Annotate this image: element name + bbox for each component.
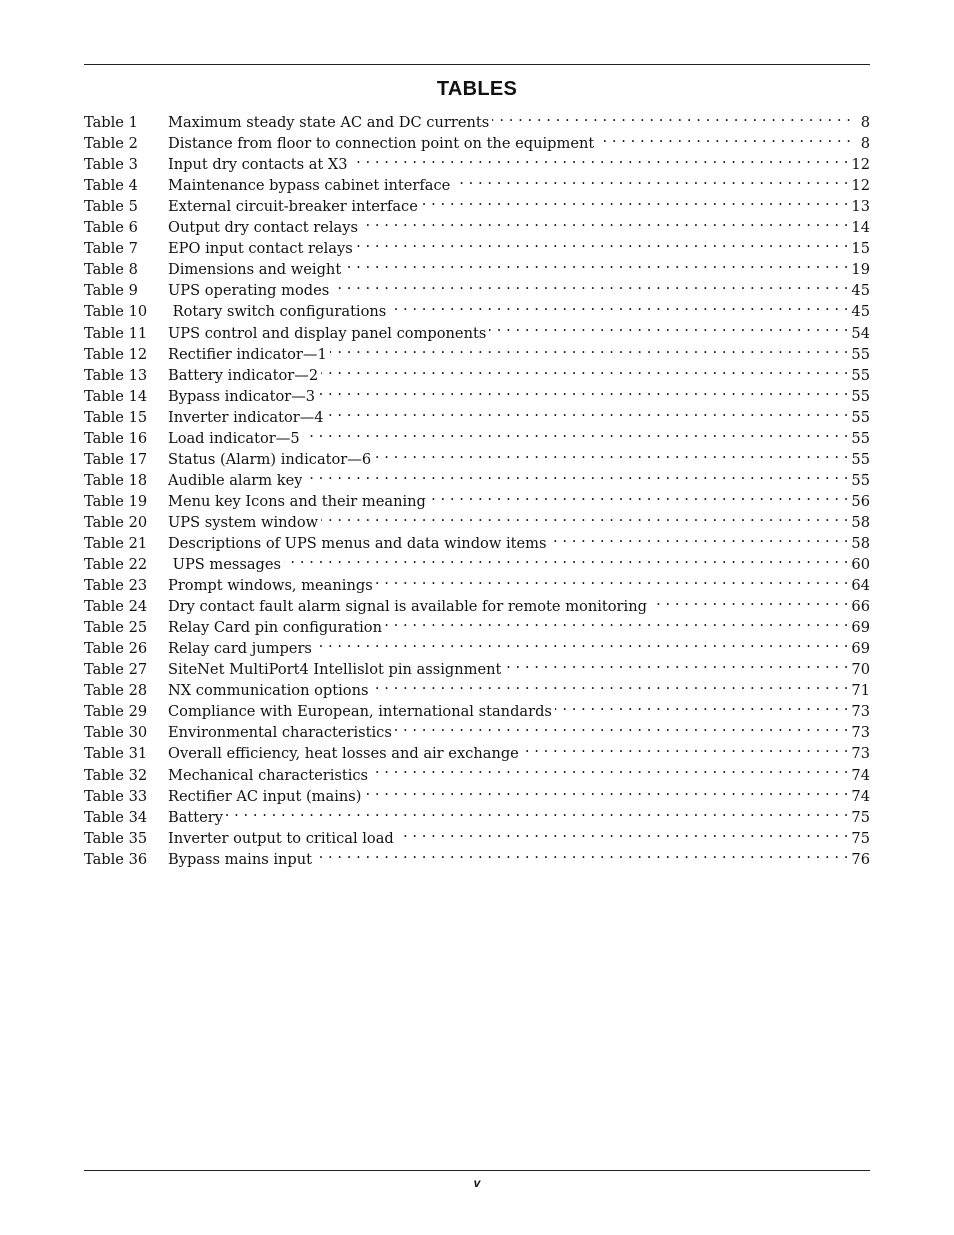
toc-entry-page[interactable]: 55: [851, 387, 870, 405]
toc-dot-leader: [351, 148, 849, 169]
toc-dot-leader: [303, 422, 849, 443]
toc-entry-title[interactable]: Output dry contact relays: [168, 219, 358, 237]
toc-dot-leader: [389, 295, 848, 316]
toc-entry-title[interactable]: UPS system window: [168, 513, 319, 531]
toc-entry-title[interactable]: Dry contact fault alarm signal is available for remote monitoring: [168, 598, 647, 616]
toc-entry-title[interactable]: UPS operating modes: [168, 282, 330, 300]
toc-entry-title[interactable]: UPS messages: [168, 556, 282, 574]
footer-rule: [84, 1170, 870, 1171]
toc-entry-page[interactable]: 19: [851, 261, 870, 279]
toc-entry-title[interactable]: Distance from floor to connection point on the equipment: [168, 135, 595, 153]
toc-entry-title[interactable]: Rotary switch configurations: [168, 303, 387, 321]
toc-entry-title[interactable]: Load indicator—5: [168, 429, 300, 447]
toc-entry-title[interactable]: NX communication options: [168, 682, 369, 700]
toc-entry-number: Table 6: [84, 219, 138, 237]
toc-entry-number: Table 11: [84, 324, 148, 342]
toc-entry-number: Table 32: [84, 766, 148, 784]
toc-entry-title[interactable]: Dimensions and weight: [168, 261, 342, 279]
toc-dot-leader: [549, 527, 848, 548]
toc-entry-number: Table 15: [84, 408, 148, 426]
toc-dot-leader: [374, 443, 848, 464]
toc-entry-page[interactable]: 12: [851, 156, 870, 174]
toc-entry-page[interactable]: 55: [851, 345, 870, 363]
toc-entry-title[interactable]: Mechanical characteristics: [168, 766, 369, 784]
toc-entry-number: Table 24: [84, 598, 148, 616]
toc-entry-title[interactable]: Relay card jumpers: [168, 640, 312, 658]
toc-entry-page[interactable]: 58: [851, 513, 870, 531]
toc-entry-page[interactable]: 55: [851, 429, 870, 447]
toc-entry-number: Table 3: [84, 156, 138, 174]
toc-dot-leader: [284, 548, 848, 569]
toc-entry-number: Table 4: [84, 177, 138, 195]
toc-dot-leader: [226, 801, 848, 822]
toc-entry-number: Table 26: [84, 640, 148, 658]
toc-entry-title[interactable]: Prompt windows, meanings: [168, 577, 373, 595]
toc-entry-page[interactable]: 8: [860, 114, 870, 132]
toc-entry-page[interactable]: 8: [860, 135, 870, 153]
toc-entry-page[interactable]: 73: [851, 724, 870, 742]
toc-entry-title[interactable]: Maximum steady state AC and DC currents: [168, 114, 490, 132]
toc-entry-page[interactable]: 45: [851, 282, 870, 300]
toc-entry-number: Table 12: [84, 345, 148, 363]
toc-entry-title[interactable]: Input dry contacts at X3: [168, 156, 348, 174]
toc-entry-page[interactable]: 55: [851, 450, 870, 468]
toc-dot-leader: [330, 338, 849, 359]
toc-dot-leader: [327, 401, 849, 422]
toc-entry-page[interactable]: 70: [851, 661, 870, 679]
toc-dot-leader: [597, 127, 851, 148]
toc-entry-number: Table 33: [84, 787, 148, 805]
toc-entry-number: Table 25: [84, 619, 148, 637]
toc-entry-page[interactable]: 14: [851, 219, 870, 237]
page-title: TABLES: [436, 78, 518, 100]
toc-entry-number: Table 29: [84, 703, 148, 721]
toc-entry-page[interactable]: 73: [851, 703, 870, 721]
toc-entry-number: Table 8: [84, 261, 138, 279]
toc-entry-title[interactable]: UPS control and display panel components: [168, 324, 487, 342]
toc-entry-title[interactable]: Status (Alarm) indicator—6: [168, 450, 372, 468]
toc-dot-leader: [385, 611, 848, 632]
toc-dot-leader: [332, 274, 848, 295]
toc-entry-number: Table 30: [84, 724, 148, 742]
toc-entry-page[interactable]: 75: [851, 829, 870, 847]
toc-entry-number: Table 7: [84, 240, 138, 258]
toc-entry-title[interactable]: Overall efficiency, heat losses and air exchange: [168, 745, 519, 763]
toc-dot-leader: [492, 106, 851, 127]
toc-entry-title[interactable]: Battery indicator—2: [168, 366, 319, 384]
toc-entry-title[interactable]: Compliance with European, international standards: [168, 703, 552, 721]
toc-entry-page[interactable]: 74: [851, 787, 870, 805]
toc-dot-leader: [361, 211, 848, 232]
toc-dot-leader: [305, 464, 848, 485]
toc-dot-leader: [315, 632, 849, 653]
toc-entry-page[interactable]: 73: [851, 745, 870, 763]
toc-entry-number: Table 36: [84, 850, 148, 868]
toc-dot-leader: [429, 485, 849, 506]
toc-entry-page[interactable]: 74: [851, 766, 870, 784]
toc-entry-number: Table 22: [84, 556, 148, 574]
toc-dot-leader: [356, 232, 849, 253]
toc-entry-title[interactable]: Rectifier AC input (mains): [168, 787, 362, 805]
toc-dot-leader: [397, 822, 849, 843]
toc-entry-title[interactable]: Descriptions of UPS menus and data window items: [168, 534, 547, 552]
toc-entry-title[interactable]: External circuit-breaker interface: [168, 198, 418, 216]
toc-entry-number: Table 21: [84, 534, 148, 552]
toc-entry-number: Table 5: [84, 198, 138, 216]
toc-entry-page[interactable]: 64: [851, 577, 870, 595]
toc-entry-page[interactable]: 69: [851, 619, 870, 637]
toc-entry-title[interactable]: Audible alarm key: [168, 471, 303, 489]
toc-entry-page[interactable]: 45: [851, 303, 870, 321]
toc-entry-title[interactable]: Relay Card pin configuration: [168, 619, 382, 637]
toc-entry-page[interactable]: 55: [851, 366, 870, 384]
toc-entry-number: Table 18: [84, 471, 148, 489]
toc-dot-leader: [344, 253, 848, 274]
toc-entry[interactable]: [84, 106, 870, 132]
toc-dot-leader: [371, 674, 848, 695]
toc-entry-title[interactable]: Bypass indicator—3: [168, 387, 316, 405]
toc-entry-page[interactable]: 75: [851, 808, 870, 826]
toc-dot-leader: [318, 380, 848, 401]
toc-entry-page[interactable]: 15: [851, 240, 870, 258]
toc-entry-page[interactable]: 54: [851, 324, 870, 342]
toc-entry-title[interactable]: Menu key Icons and their meaning: [168, 492, 426, 510]
toc-entry-number: Table 23: [84, 577, 148, 595]
toc-entry-number: Table 16: [84, 429, 148, 447]
toc-dot-leader: [364, 780, 848, 801]
toc-dot-leader: [321, 359, 848, 380]
toc-entry-number: Table 10: [84, 303, 148, 321]
toc-entry-page[interactable]: 60: [851, 556, 870, 574]
toc-entry-page[interactable]: 66: [851, 598, 870, 616]
toc-entry-page[interactable]: 71: [851, 682, 870, 700]
toc-entry-number: Table 19: [84, 492, 148, 510]
toc-entry-title[interactable]: EPO input contact relays: [168, 240, 353, 258]
toc-dot-leader: [555, 695, 849, 716]
toc-dot-leader: [453, 169, 848, 190]
toc-dot-leader: [321, 506, 848, 527]
toc-entry-title[interactable]: Inverter output to critical load: [168, 829, 394, 847]
toc-entry-number: Table 31: [84, 745, 148, 763]
toc-entry-page[interactable]: 56: [851, 492, 870, 510]
toc-entry-page[interactable]: 55: [851, 471, 870, 489]
toc-entry-number: Table 13: [84, 366, 148, 384]
header-rule: [84, 64, 870, 65]
toc-dot-leader: [371, 758, 848, 779]
toc-dot-leader: [504, 653, 848, 674]
toc-entry-title[interactable]: Bypass mains input: [168, 850, 313, 868]
toc-entry-page[interactable]: 55: [851, 408, 870, 426]
toc-entry-page[interactable]: 76: [851, 850, 870, 868]
toc-entry-title[interactable]: Rectifier indicator—1: [168, 345, 327, 363]
toc-dot-leader: [315, 843, 848, 864]
toc-dot-leader: [376, 569, 849, 590]
toc-entry-number: Table 2: [84, 135, 138, 153]
toc-entry-title[interactable]: Battery: [168, 808, 224, 826]
toc-entry-number: Table 28: [84, 682, 148, 700]
toc-dot-leader: [421, 190, 849, 211]
toc-entry-number: Table 34: [84, 808, 148, 826]
table-of-tables: [84, 106, 870, 868]
toc-entry-number: Table 9: [84, 282, 138, 300]
toc-entry-number: Table 17: [84, 450, 148, 468]
toc-entry-page[interactable]: 12: [851, 177, 870, 195]
footer-page-number: v: [473, 1176, 481, 1190]
toc-entry-number: Table 20: [84, 513, 148, 531]
toc-entry-title[interactable]: Environmental characteristics: [168, 724, 392, 742]
toc-entry-number: Table 35: [84, 829, 148, 847]
toc-dot-leader: [489, 316, 848, 337]
toc-entry-page[interactable]: 69: [851, 640, 870, 658]
toc-entry-title[interactable]: Inverter indicator—4: [168, 408, 324, 426]
toc-dot-leader: [395, 716, 849, 737]
toc-entry-page[interactable]: 58: [851, 534, 870, 552]
toc-entry-number: Table 14: [84, 387, 148, 405]
toc-entry-number: Table 27: [84, 661, 148, 679]
toc-entry-page[interactable]: 13: [851, 198, 870, 216]
toc-dot-leader: [522, 737, 849, 758]
toc-entry-title[interactable]: Maintenance bypass cabinet interface: [168, 177, 451, 195]
toc-entry-number: Table 1: [84, 114, 138, 132]
toc-dot-leader: [650, 590, 848, 611]
toc-entry-title[interactable]: SiteNet MultiPort4 Intellislot pin assignment: [168, 661, 502, 679]
